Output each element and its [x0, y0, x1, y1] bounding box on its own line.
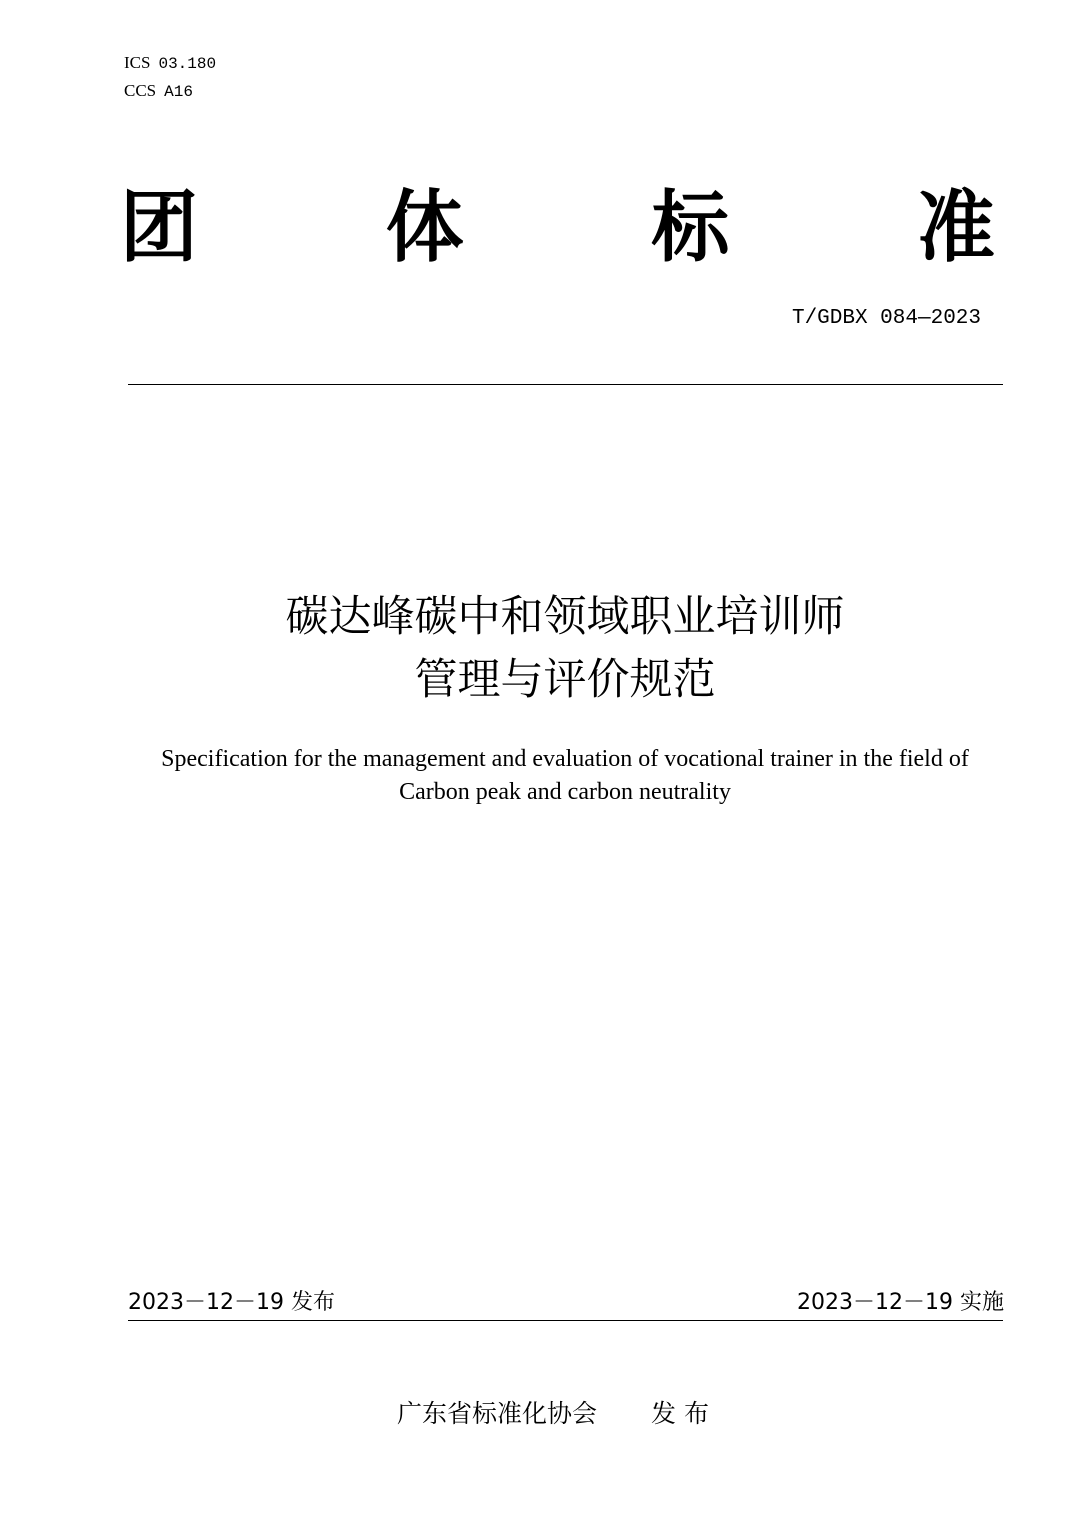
standard-type-heading — [120, 182, 995, 274]
heading-char: 团 — [120, 183, 199, 273]
top-divider — [128, 384, 1003, 385]
ccs-code: A16 — [164, 83, 193, 101]
ccs-label: CCS — [124, 81, 157, 100]
chinese-title-line-2: 管理与评价规范 — [414, 655, 716, 705]
implement-date: 2023－12－19 实施 — [797, 1290, 1004, 1315]
publisher-name: 广东省标准化协会 — [397, 1399, 598, 1428]
chinese-title-line-1: 碳达峰碳中和领域职业培训师 — [285, 592, 845, 642]
publisher-line — [0, 1398, 1080, 1430]
publish-date: 2023－12－19 发布 — [128, 1290, 335, 1315]
english-title-line-1: Specification for the management and evaluation of vocational trainer in the field of — [161, 746, 969, 772]
heading-char: 准 — [916, 183, 995, 273]
ics-label: ICS — [124, 53, 151, 72]
english-title-line-2: Carbon peak and carbon neutrality — [399, 779, 731, 805]
standard-number: T/GDBX 084—2023 — [791, 307, 981, 330]
ccs-classification — [124, 81, 193, 102]
ics-classification — [124, 53, 216, 74]
bottom-divider — [128, 1320, 1003, 1321]
heading-char: 体 — [385, 183, 464, 273]
ics-code: 03.180 — [158, 55, 217, 73]
heading-char: 标 — [651, 183, 730, 273]
publisher-action: 发 布 — [651, 1399, 709, 1428]
